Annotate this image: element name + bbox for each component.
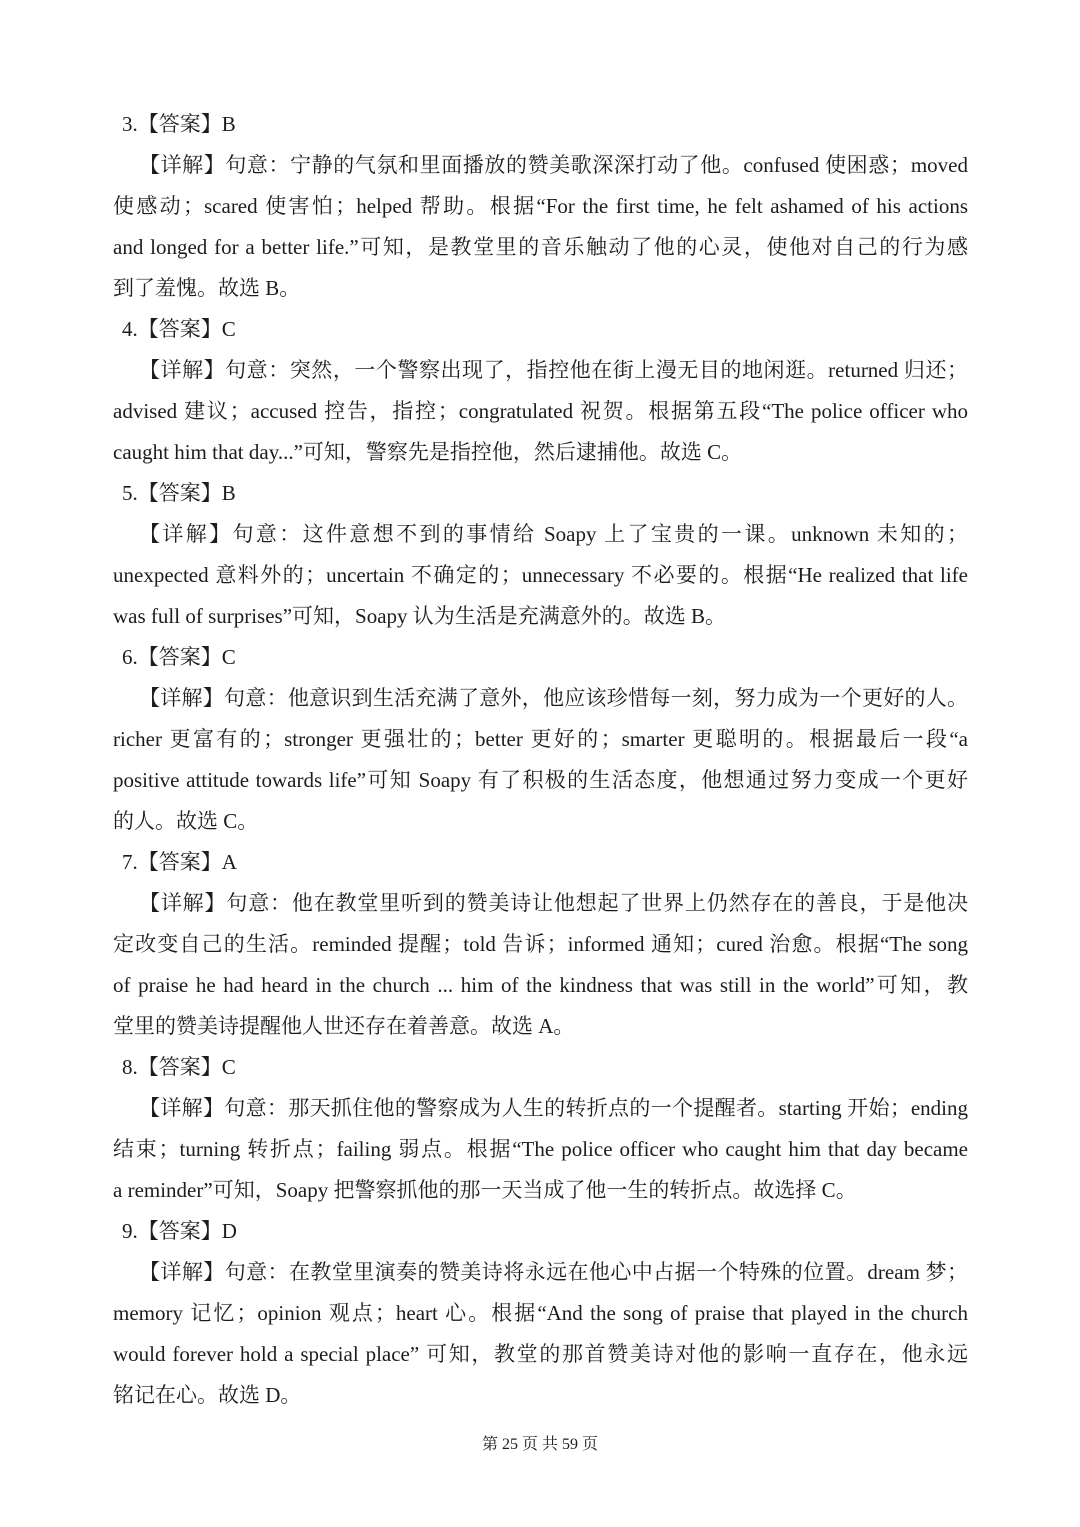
- answer-list: [113, 104, 968, 1416]
- detail-line: 的人。故选 C。: [113, 809, 259, 833]
- answer-item-4: [113, 309, 968, 473]
- detail-line: 结束；turning 转折点；failing 弱点。根据“The police officer who caught him that day became: [113, 1137, 968, 1161]
- detail-line: and longed for a better life.”可知，是教堂里的音乐触动了他的心灵，使他对自己的行为感: [113, 235, 968, 259]
- answer-line: 4.【答案】C: [122, 317, 236, 341]
- page-number-footer: 第 25 页 共 59 页: [481, 1436, 598, 1453]
- answer-line: 6.【答案】C: [122, 645, 236, 669]
- detail-line: 【详解】句意：那天抓住他的警察成为人生的转折点的一个提醒者。starting 开始；ending: [139, 1096, 968, 1120]
- answer-line: 3.【答案】B: [122, 112, 236, 136]
- detail-line: 到了羞愧。故选 B。: [113, 276, 301, 300]
- answer-line: 9.【答案】D: [122, 1219, 237, 1243]
- detail-line: 铭记在心。故选 D。: [113, 1383, 302, 1407]
- detail-line: a reminder”可知，Soapy 把警察抓他的那一天当成了他一生的转折点。故选择 C。: [113, 1178, 857, 1202]
- detail-line: 【详解】句意：在教堂里演奏的赞美诗将永远在他心中占据一个特殊的位置。dream 梦；: [139, 1260, 968, 1284]
- detail-line: 【详解】句意：宁静的气氛和里面播放的赞美歌深深打动了他。confused 使困惑；moved: [139, 153, 968, 177]
- detail-line: 定改变自己的生活。reminded 提醒；told 告诉；informed 通知；cured 治愈。根据“The song: [113, 932, 968, 956]
- answer-line: 5.【答案】B: [122, 481, 236, 505]
- detail-line: caught him that day...”可知，警察先是指控他，然后逮捕他。故选 C。: [113, 440, 743, 464]
- answer-item-7: [113, 842, 968, 1047]
- detail-line: 【详解】句意：突然，一个警察出现了，指控他在街上漫无目的地闲逛。returned 归还；: [139, 358, 968, 382]
- answer-item-5: [113, 473, 968, 637]
- answer-item-3: [113, 104, 968, 309]
- answer-line: 8.【答案】C: [122, 1055, 236, 1079]
- detail-line: richer 更富有的；stronger 更强壮的；better 更好的；smarter 更聪明的。根据最后一段“a: [113, 727, 968, 751]
- answer-line: 7.【答案】A: [122, 850, 237, 874]
- detail-line: of praise he had heard in the church ... him of the kindness that was still in the world”可知，教: [113, 973, 968, 997]
- answer-item-8: [113, 1047, 968, 1211]
- detail-line: 堂里的赞美诗提醒他人世还存在着善意。故选 A。: [113, 1014, 575, 1038]
- detail-line: unexpected 意料外的；uncertain 不确定的；unnecessary 不必要的。根据“He realized that life: [113, 563, 968, 587]
- detail-line: would forever hold a special place” 可知，教堂的那首赞美诗对他的影响一直存在，他永远: [113, 1342, 968, 1366]
- answer-item-9: [113, 1211, 968, 1416]
- detail-line: memory 记忆；opinion 观点；heart 心。根据“And the song of praise that played in the church: [113, 1301, 968, 1325]
- detail-line: 【详解】句意：这件意想不到的事情给 Soapy 上了宝贵的一课。unknown 未知的；: [139, 522, 968, 546]
- detail-line: 【详解】句意：他意识到生活充满了意外，他应该珍惜每一刻，努力成为一个更好的人。: [139, 686, 968, 710]
- detail-line: advised 建议；accused 控告，指控；congratulated 祝贺。根据第五段“The police officer who: [113, 399, 968, 423]
- answer-item-6: [113, 637, 968, 842]
- detail-line: 使感动；scared 使害怕；helped 帮助。根据“For the first time, he felt ashamed of his actions: [113, 194, 968, 218]
- detail-line: was full of surprises”可知，Soapy 认为生活是充满意外的。故选 B。: [113, 604, 727, 628]
- detail-line: positive attitude towards life”可知 Soapy 有了积极的生活态度，他想通过努力变成一个更好: [113, 768, 968, 792]
- detail-line: 【详解】句意：他在教堂里听到的赞美诗让他想起了世界上仍然存在的善良，于是他决: [139, 891, 968, 915]
